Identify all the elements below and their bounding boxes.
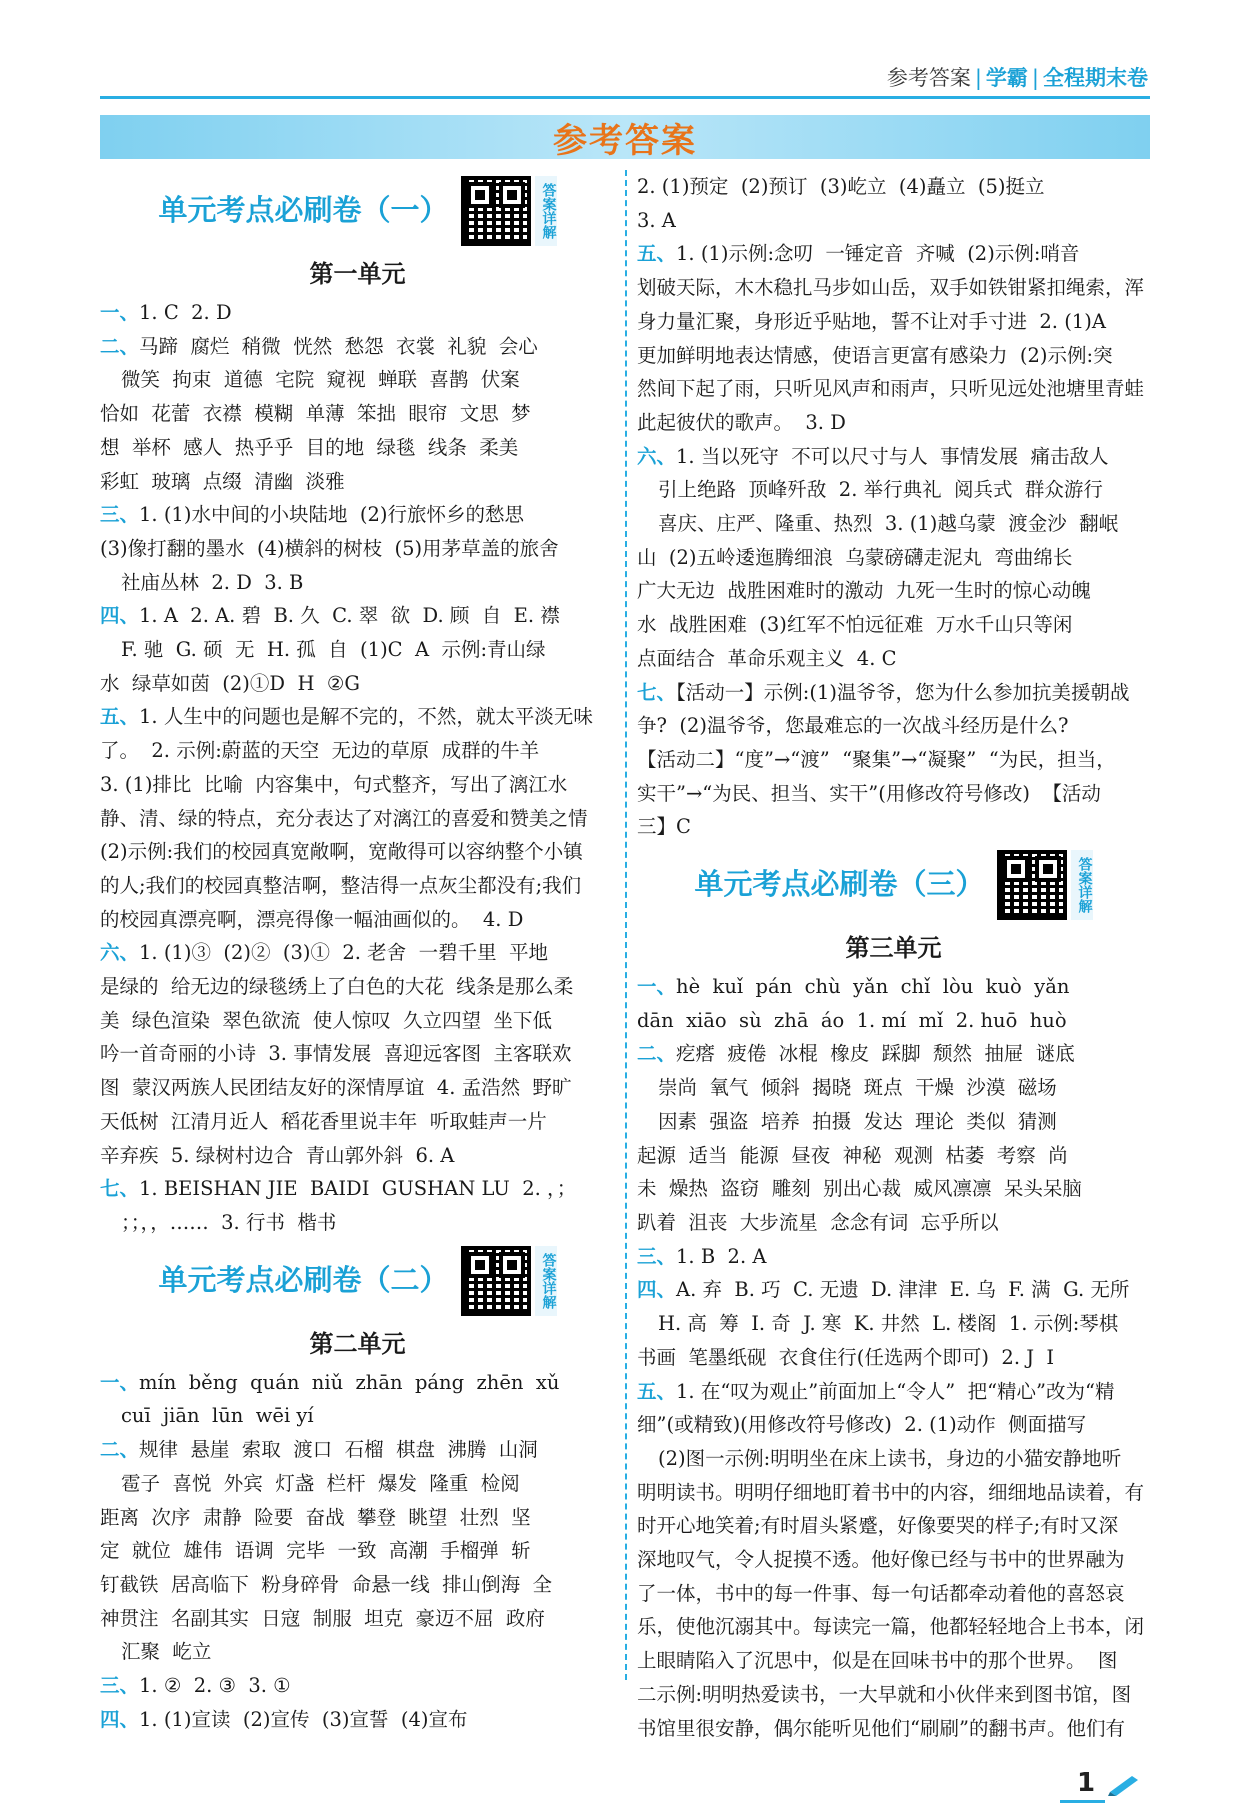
answer-line xyxy=(100,296,615,330)
question-number: 三、 xyxy=(637,1244,677,1268)
answer-line xyxy=(100,532,615,566)
answer-line xyxy=(637,1577,1150,1611)
answer-text: 1. (1)示例:念叨 一锤定音 齐喊 (2)示例:哨音 xyxy=(676,242,1080,266)
answer-line xyxy=(100,1635,615,1669)
answer-text: A. 弃 B. 巧 C. 无遗 D. 津津 E. 乌 F. 满 G. 无所 xyxy=(676,1278,1130,1302)
answer-text: 书画 笔墨纸砚 衣食住行(任选两个即可) 2. J I xyxy=(637,1345,1055,1369)
answer-text: 1. ② 2. ③ 3. ① xyxy=(139,1674,291,1698)
answer-line xyxy=(637,608,1150,642)
answer-line xyxy=(100,1534,615,1568)
answer-text: 三】C xyxy=(637,815,691,839)
answer-line xyxy=(100,633,615,667)
answer-line xyxy=(637,1172,1150,1206)
answer-line xyxy=(637,1543,1150,1577)
qr-tag: 答案详解 xyxy=(1071,850,1093,920)
answer-text: 1. A 2. A. 碧 B. 久 C. 翠 欲 D. 顾 自 E. 襟 xyxy=(139,604,560,628)
answer-text: 了一体，书中的每一件事、每一句话都牵动着他的喜怒哀 xyxy=(637,1581,1125,1605)
answer-line xyxy=(100,936,615,970)
answer-text: 天低树 江清月近人 稻花香里说丰年 听取蛙声一片 xyxy=(100,1109,547,1133)
answer-line xyxy=(100,363,615,397)
answer-text: 引上绝路 顶峰歼敌 2. 举行典礼 阅兵式 群众游行 xyxy=(658,478,1103,502)
answer-text: 未 燥热 盗窃 雕刻 别出心裁 威风凛凛 呆头呆脑 xyxy=(637,1177,1082,1201)
header-left: 参考答案 xyxy=(886,66,971,90)
answer-line xyxy=(637,1341,1150,1375)
answer-text: 实干”→“为民、担当、实干”(用修改符号修改) 【活动 xyxy=(637,781,1101,805)
answer-line xyxy=(637,1678,1150,1712)
answer-text: 想 举杯 感人 热乎乎 目的地 绿毯 线条 柔美 xyxy=(100,435,519,459)
answer-line xyxy=(100,1206,615,1240)
answer-line xyxy=(100,700,615,734)
answer-text: 是绿的 给无边的绿毯绣上了白色的大花 线条是那么柔 xyxy=(100,975,574,999)
answer-line xyxy=(100,1139,615,1173)
section-heading-1 xyxy=(100,170,615,252)
answer-text: 的人;我们的校园真整洁啊，整洁得一点灰尘都没有;我们 xyxy=(100,873,582,897)
answer-text: 2. (1)预定 (2)预订 (3)屹立 (4)矗立 (5)挺立 xyxy=(637,175,1045,198)
answer-text: 神贯注 名副其实 日寇 制服 坦克 豪迈不屈 政府 xyxy=(100,1606,545,1630)
question-number: 六、 xyxy=(637,444,677,468)
answer-line xyxy=(637,1139,1150,1173)
page-number-rule xyxy=(1060,1800,1105,1803)
answer-line xyxy=(100,1602,615,1636)
question-number: 七、 xyxy=(100,1177,140,1201)
question-number: 一、 xyxy=(637,975,677,999)
answer-line xyxy=(637,1509,1150,1543)
qr-tag: 答案详解 xyxy=(535,176,557,246)
answer-text: 恰如 花蕾 衣襟 模糊 单薄 笨拙 眼帘 文思 梦 xyxy=(100,402,531,426)
answer-text: 距离 次序 肃静 险要 奋战 攀登 眺望 壮烈 坚 xyxy=(100,1505,531,1529)
answer-text: 1. BEISHAN JIE BAIDI GUSHAN LU 2. ，； xyxy=(139,1177,577,1201)
qr-code-icon[interactable] xyxy=(461,1246,531,1316)
answer-text: 山 (2)五岭逶迤腾细浪 乌蒙磅礴走泥丸 弯曲绵长 xyxy=(637,545,1073,569)
question-number: 六、 xyxy=(100,941,140,965)
answer-line xyxy=(100,667,615,701)
answer-line xyxy=(100,1433,615,1467)
answer-text: mín běng quán niǔ zhān páng zhēn xǔ xyxy=(139,1370,560,1394)
answer-text: 汇聚 屹立 xyxy=(121,1640,212,1664)
unit-title-2: 第二单元 xyxy=(309,1329,406,1358)
answer-line xyxy=(637,1712,1150,1746)
answer-text: 图 蒙汉两族人民团结友好的深情厚谊 4. 孟浩然 野旷 xyxy=(100,1076,572,1100)
answer-text: 的校园真漂亮啊，漂亮得像一幅油画似的。 4. D xyxy=(100,907,524,931)
answer-line xyxy=(100,1071,615,1105)
answer-text: 社庙丛林 2. D 3. B xyxy=(121,570,304,594)
answer-line xyxy=(100,734,615,768)
answer-line xyxy=(100,970,615,1004)
header-separator: | xyxy=(974,66,982,90)
section-heading-2 xyxy=(100,1240,615,1322)
section-title-1: 单元考点必刷卷（一） xyxy=(158,193,449,228)
answer-line xyxy=(100,869,615,903)
answer-line xyxy=(100,1172,615,1206)
section-title-3: 单元考点必刷卷（三） xyxy=(694,867,985,902)
answer-text: 二示例:明明热爱读书，一大早就和小伙伴来到图书馆，图 xyxy=(637,1682,1132,1706)
question-number: 五、 xyxy=(637,1379,677,1403)
answer-line xyxy=(637,339,1150,373)
answer-line xyxy=(100,835,615,869)
answer-line xyxy=(100,1399,615,1433)
answer-text: 彩虹 玻璃 点缀 清幽 淡雅 xyxy=(100,469,345,493)
answer-line xyxy=(637,1476,1150,1510)
question-number: 四、 xyxy=(100,1707,140,1731)
header-series: 全程期末卷 xyxy=(1043,66,1148,90)
answers-unit-1 xyxy=(100,296,615,1240)
answer-text: 1. 人生中的问题也是解不完的，不然，就太平淡无味 xyxy=(139,705,593,729)
answer-text: 辛弃疾 5. 绿树村边合 青山郭外斜 6. A xyxy=(100,1143,455,1167)
header-separator-2: | xyxy=(1031,66,1039,90)
answer-text: 起源 适当 能源 昼夜 神秘 观测 枯萎 考察 尚 xyxy=(637,1143,1068,1167)
right-column xyxy=(637,170,1150,1745)
answer-line xyxy=(637,777,1150,811)
qr-code-icon[interactable] xyxy=(997,850,1067,920)
question-number: 四、 xyxy=(637,1278,677,1302)
answer-text: 规律 悬崖 索取 渡口 石榴 棋盘 沸腾 山洞 xyxy=(139,1438,538,1462)
answer-text: 书馆里很安静，偶尔能听见他们“刷刷”的翻书声。他们有 xyxy=(637,1716,1125,1740)
answer-line xyxy=(637,970,1150,1004)
answer-text: 崇尚 氧气 倾斜 揭晓 斑点 干燥 沙漠 磁场 xyxy=(658,1076,1057,1100)
answer-text: 喜庆、庄严、隆重、热烈 3. (1)越乌蒙 渡金沙 翻岷 xyxy=(658,512,1119,536)
answer-text: 3. A xyxy=(637,208,676,232)
answer-text: 1. B 2. A xyxy=(676,1244,767,1268)
answer-line xyxy=(637,473,1150,507)
answer-text: 1. (1)宣读 (2)宣传 (3)宣誓 (4)宣布 xyxy=(139,1707,468,1731)
answer-line xyxy=(100,397,615,431)
section-heading-3 xyxy=(637,844,1150,926)
answer-text: 上眼睛陷入了沉思中，似是在回味书中的那个世界。 图 xyxy=(637,1649,1118,1673)
answers-unit-3 xyxy=(637,970,1150,1745)
answer-line xyxy=(637,1037,1150,1071)
answer-line xyxy=(637,642,1150,676)
question-number: 二、 xyxy=(100,334,140,358)
question-number: 二、 xyxy=(100,1438,140,1462)
answer-text: 广大无边 战胜困难时的激动 九死一生时的惊心动魄 xyxy=(637,579,1091,603)
answer-line xyxy=(637,1240,1150,1274)
answer-line xyxy=(100,330,615,364)
header-rule xyxy=(100,96,1150,99)
answer-text: 1. 在“叹为观止”前面加上“令人” 把“精心”改为“精 xyxy=(676,1379,1115,1403)
answer-line xyxy=(637,1375,1150,1409)
answer-text: 乐，使他沉溺其中。每读完一篇，他都轻轻地合上书本，闭 xyxy=(637,1615,1145,1639)
section-title-2: 单元考点必刷卷（二） xyxy=(158,1262,449,1297)
answer-line xyxy=(637,507,1150,541)
answer-text: (2)示例:我们的校园真宽敞啊，宽敞得可以容纳整个小镇 xyxy=(100,840,583,864)
qr-code-icon[interactable] xyxy=(461,176,531,246)
answer-line xyxy=(100,1703,615,1737)
answer-text: 此起彼伏的歌声。 3. D xyxy=(637,410,846,434)
answer-text: 吟一首奇丽的小诗 3. 事情发展 喜迎远客图 主客联欢 xyxy=(100,1042,572,1066)
answer-line xyxy=(100,1004,615,1038)
answer-line xyxy=(100,431,615,465)
answer-text: 疙瘩 疲倦 冰棍 橡皮 踩脚 颓然 抽屉 谜底 xyxy=(676,1042,1075,1066)
answer-line xyxy=(637,1071,1150,1105)
question-number: 七、 xyxy=(637,680,677,704)
answer-text: 3. (1)排比 比喻 内容集中，句式整齐，写出了漓江水 xyxy=(100,772,568,796)
answer-line xyxy=(637,1273,1150,1307)
left-column xyxy=(100,170,615,1736)
answer-text: 深地叹气，令人捉摸不透。他好像已经与书中的世界融为 xyxy=(637,1548,1125,1572)
unit-title-3: 第三单元 xyxy=(845,934,942,963)
answer-line xyxy=(100,1037,615,1071)
answer-line xyxy=(637,810,1150,844)
answers-unit-2 xyxy=(100,1366,615,1737)
answer-line xyxy=(637,204,1150,238)
answer-text: 划破天际，木木稳扎马步如山岳，双手如铁钳紧扣绳索，浑 xyxy=(637,276,1145,300)
answer-line xyxy=(100,566,615,600)
answer-text: 静、清、绿的特点，充分表达了对漓江的喜爱和赞美之情 xyxy=(100,806,588,830)
answer-text: 然间下起了雨，只听见风声和雨声，只听见远处池塘里青蛙 xyxy=(637,377,1145,401)
answer-text: dān xiāo sù zhā áo 1. mí mǐ 2. huō huò xyxy=(637,1008,1067,1032)
answer-line xyxy=(100,1467,615,1501)
running-header xyxy=(887,62,1148,92)
title-banner xyxy=(100,115,1150,159)
answer-line xyxy=(637,271,1150,305)
answer-line xyxy=(637,1442,1150,1476)
answer-text: 身力量汇聚，身形近乎贴地，誓不让对手寸进 2. (1)A xyxy=(637,309,1106,333)
answer-text: 1. 当以死守 不可以尺寸与人 事情发展 痛击敌人 xyxy=(676,444,1109,468)
answer-text: 1. (1)③ (2)② (3)① 2. 老舍 一碧千里 平地 xyxy=(139,941,548,965)
answer-text: hè kuǐ pán chù yǎn chǐ lòu kuò yǎn xyxy=(676,975,1070,999)
question-number: 五、 xyxy=(637,242,677,266)
answer-text: 马蹄 腐烂 稍微 恍然 愁怨 衣裳 礼貌 会心 xyxy=(139,334,538,358)
qr-tag: 答案详解 xyxy=(535,1246,557,1316)
answer-line xyxy=(637,676,1150,710)
question-number: 四、 xyxy=(100,604,140,628)
question-number: 一、 xyxy=(100,1370,140,1394)
answer-line xyxy=(637,574,1150,608)
answer-text: 雹子 喜悦 外宾 灯盏 栏杆 爆发 隆重 检阅 xyxy=(121,1471,520,1495)
header-brand: 学霸 xyxy=(985,66,1028,90)
answer-line xyxy=(100,1568,615,1602)
answer-text: F. 驰 G. 硕 无 H. 孤 自 (1)C A 示例:青山绿 xyxy=(121,638,546,662)
column-divider xyxy=(625,170,627,1680)
answer-line xyxy=(100,599,615,633)
answer-text: H. 高 筹 I. 奇 J. 寒 K. 井然 L. 楼阁 1. 示例:琴棋 xyxy=(658,1312,1119,1336)
answer-line xyxy=(100,768,615,802)
answer-line xyxy=(100,802,615,836)
answer-text: (3)像打翻的墨水 (4)横斜的树枝 (5)用茅草盖的旅舍 xyxy=(100,536,559,560)
answer-text: 1. (1)水中间的小块陆地 (2)行旅怀乡的愁思 xyxy=(139,503,524,527)
answer-line xyxy=(100,903,615,937)
answer-line xyxy=(100,1366,615,1400)
answer-line xyxy=(637,406,1150,440)
answer-text: 因素 强盗 培养 拍摄 发达 理论 类似 猜测 xyxy=(658,1109,1057,1133)
answer-line xyxy=(100,1501,615,1535)
answer-line xyxy=(637,372,1150,406)
question-number: 一、 xyxy=(100,301,140,324)
page-number: 1 xyxy=(1077,1768,1096,1798)
answer-text: 更加鲜明地表达情感，使语言更富有感染力 (2)示例:突 xyxy=(637,343,1113,367)
answer-text: 水 战胜困难 (3)红军不怕远征难 万水千山只等闲 xyxy=(637,613,1073,637)
answer-text: 钉截铁 居高临下 粉身碎骨 命悬一线 排山倒海 全 xyxy=(100,1572,552,1596)
answer-line xyxy=(637,1004,1150,1038)
answers-unit-2-continued xyxy=(637,170,1150,844)
answer-text: ；；，，…… 3. 行书 楷书 xyxy=(121,1210,337,1234)
answer-line xyxy=(100,498,615,532)
answer-text: cuī jiān lūn wēi yí xyxy=(121,1404,314,1428)
answer-line xyxy=(637,541,1150,575)
answer-text: 美 绿色渲染 翠色欲流 使人惊叹 久立四望 坐下低 xyxy=(100,1008,552,1032)
answer-line xyxy=(637,1105,1150,1139)
answer-text: 1. C 2. D xyxy=(139,301,232,324)
answer-text: 争? (2)温爷爷，您最难忘的一次战斗经历是什么? xyxy=(637,714,1069,738)
answer-line xyxy=(100,1105,615,1139)
answer-line xyxy=(637,1408,1150,1442)
answer-line xyxy=(637,1307,1150,1341)
answer-text: 水 绿草如茵 (2)①D H ②G xyxy=(100,671,360,695)
answer-text: 点面结合 革命乐观主义 4. C xyxy=(637,646,897,670)
answer-line xyxy=(637,440,1150,474)
answer-text: 细”(或精致)(用修改符号修改) 2. (1)动作 侧面描写 xyxy=(637,1413,1087,1437)
question-number: 三、 xyxy=(100,1674,140,1698)
answer-line xyxy=(637,1610,1150,1644)
answer-line xyxy=(637,1206,1150,1240)
answer-text: 了。 2. 示例:蔚蓝的天空 无边的草原 成群的牛羊 xyxy=(100,739,540,763)
answer-text: 时开心地笑着;有时眉头紧蹙，好像要哭的样子;有时又深 xyxy=(637,1514,1119,1538)
page-title: 参考答案 xyxy=(553,120,697,161)
question-number: 五、 xyxy=(100,705,140,729)
pen-icon xyxy=(1100,1772,1150,1796)
answer-line xyxy=(637,709,1150,743)
answer-text: (2)图一示例:明明坐在床上读书，身边的小猫安静地听 xyxy=(658,1446,1122,1470)
answer-text: 【活动二】“度”→“渡” “聚集”→“凝聚” “为民，担当， xyxy=(637,747,1116,771)
answer-line xyxy=(100,465,615,499)
answer-text: 明明读书。明明仔细地盯着书中的内容，细细地品读着，有 xyxy=(637,1480,1145,1504)
answer-text: 【活动一】示例:(1)温爷爷，您为什么参加抗美援朝战 xyxy=(676,680,1130,704)
question-number: 三、 xyxy=(100,503,140,527)
answer-line xyxy=(637,743,1150,777)
answer-line xyxy=(637,170,1150,204)
answer-text: 定 就位 雄伟 语调 完毕 一致 高潮 手榴弹 斩 xyxy=(100,1539,531,1563)
answer-text: 微笑 拘束 道德 宅院 窥视 蝉联 喜鹊 伏案 xyxy=(121,368,520,392)
answer-text: 趴着 沮丧 大步流星 念念有词 忘乎所以 xyxy=(637,1210,999,1234)
answer-line xyxy=(637,237,1150,271)
answer-line xyxy=(637,305,1150,339)
answer-line xyxy=(100,1669,615,1703)
unit-title-1: 第一单元 xyxy=(309,260,406,288)
answer-line xyxy=(637,1644,1150,1678)
question-number: 二、 xyxy=(637,1042,677,1066)
